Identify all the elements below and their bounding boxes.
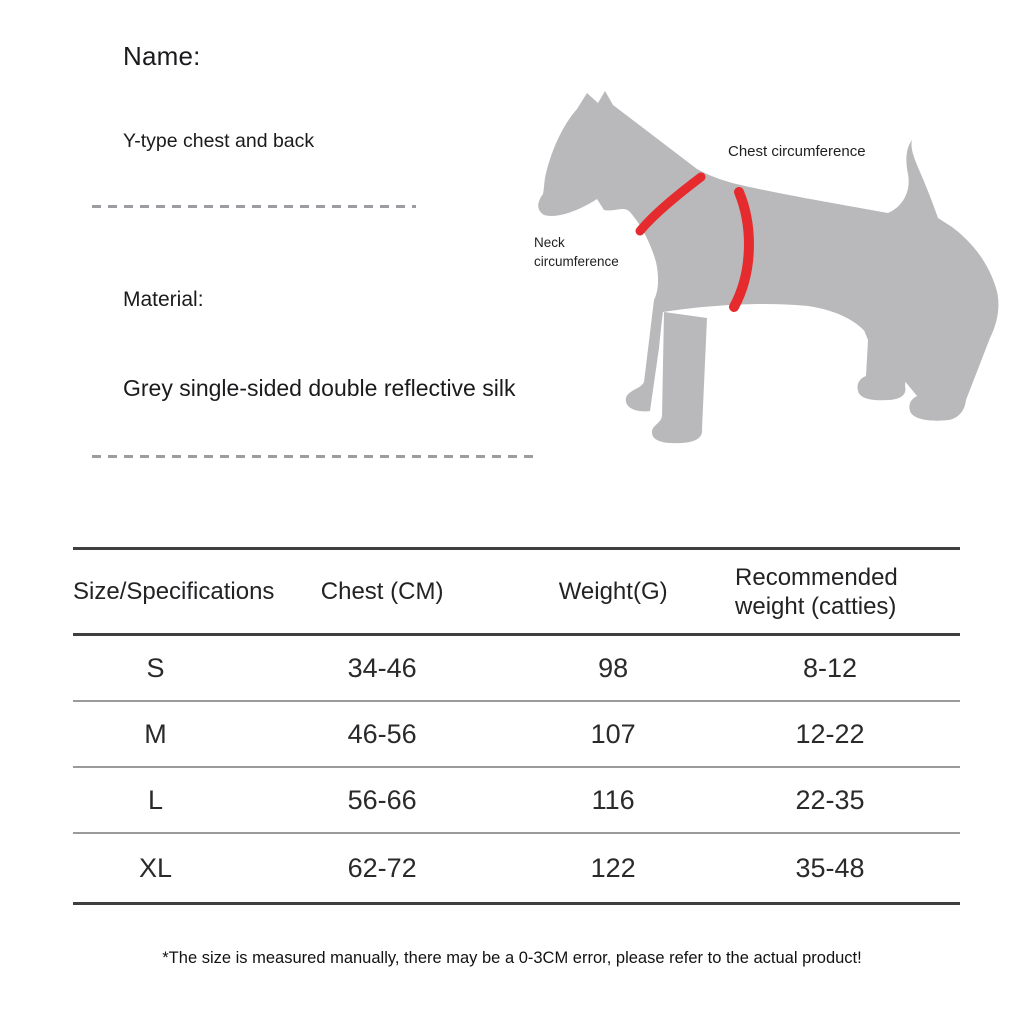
column-header-chest: Chest (CM) <box>320 577 444 605</box>
name-label: Name: <box>123 41 201 71</box>
chest-circumference-label: Chest circumference <box>728 143 866 160</box>
column-header-weight: Weight(G) <box>558 577 668 605</box>
chest-value: 46-56 <box>347 718 417 749</box>
recommended-weight-value: 12-22 <box>795 718 865 749</box>
table-row-xl <box>73 834 960 902</box>
product-material-value: Grey single-sided double reflective silk <box>123 375 516 401</box>
size-value: L <box>147 784 163 815</box>
table-row-m <box>73 702 960 768</box>
size-table-header-row <box>73 550 960 636</box>
product-name-value: Y-type chest and back <box>123 130 315 152</box>
chest-value: 56-66 <box>347 784 417 815</box>
weight-value: 122 <box>590 852 636 883</box>
table-row-l <box>73 768 960 834</box>
weight-value: 98 <box>598 652 629 683</box>
size-value: M <box>144 718 167 749</box>
recommended-weight-value: 8-12 <box>803 652 858 683</box>
chest-value: 34-46 <box>347 652 417 683</box>
table-row-s <box>73 636 960 702</box>
weight-value: 116 <box>591 784 635 815</box>
weight-value: 107 <box>590 718 636 749</box>
recommended-weight-value: 22-35 <box>795 784 865 815</box>
dashed-divider-bottom <box>92 455 534 458</box>
chest-value: 62-72 <box>347 852 417 883</box>
recommended-weight-value: 35-48 <box>795 852 865 883</box>
size-value: XL <box>138 852 172 883</box>
dashed-divider-top <box>92 205 416 208</box>
material-label: Material: <box>123 288 204 311</box>
column-header-size: Size/Specifications <box>73 577 275 605</box>
measurement-disclaimer: *The size is measured manually, there may be a 0-3CM error, please refer to the actual product! <box>162 949 862 967</box>
neck-circumference-label: Neck circumference <box>534 235 619 269</box>
column-header-recommended-weight: Recommended weight (catties) <box>735 563 898 620</box>
size-value: S <box>146 652 165 683</box>
size-table <box>73 547 960 905</box>
